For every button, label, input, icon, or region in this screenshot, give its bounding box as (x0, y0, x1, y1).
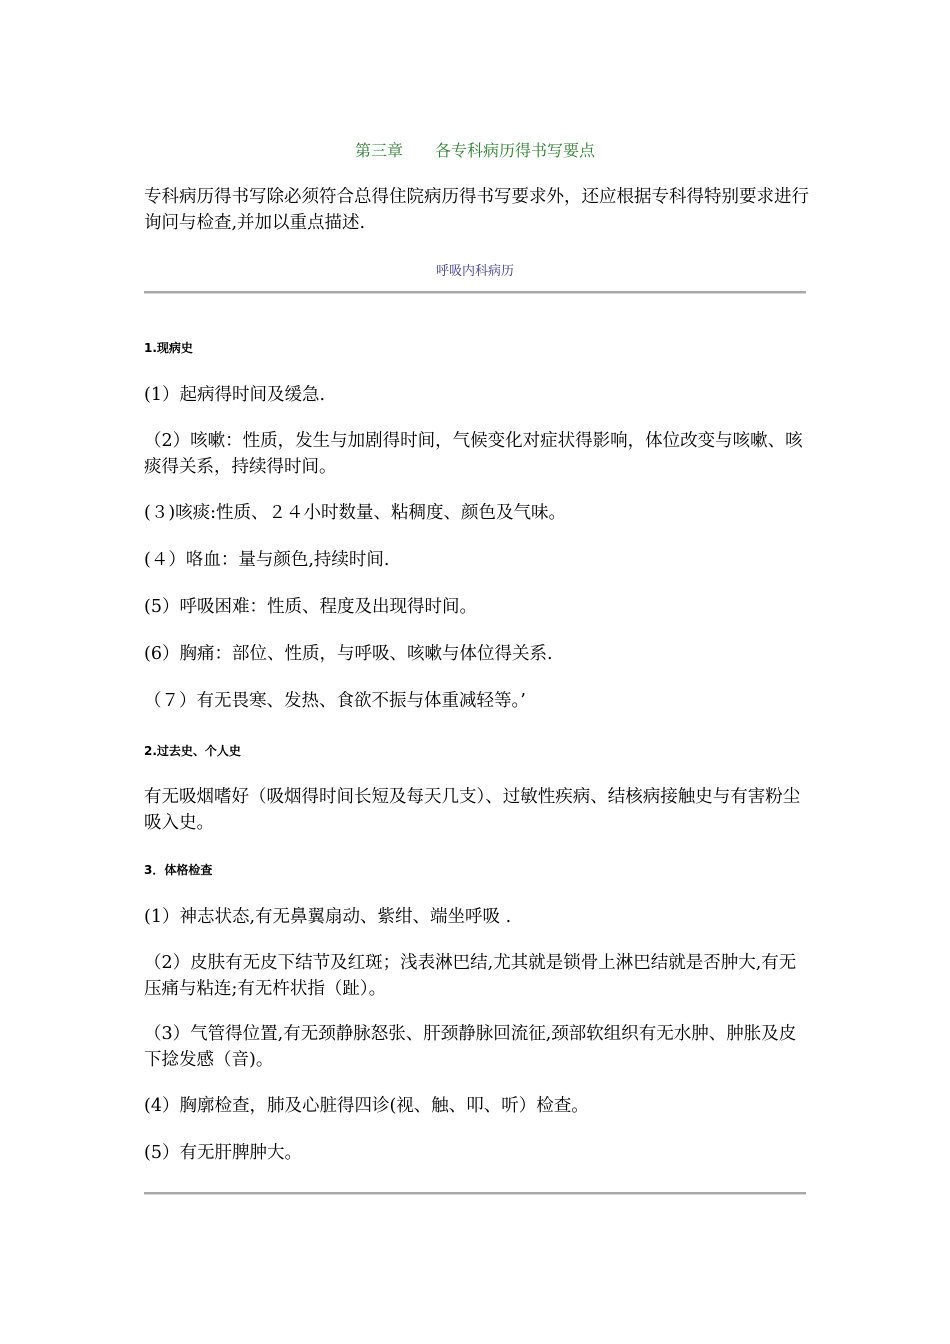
bottom-divider (144, 1192, 806, 1195)
top-divider (144, 291, 806, 294)
heading-physical-exam: 3．体格检查 (144, 863, 213, 877)
paragraph-item: （3）气管得位置,有无颈静脉怒张、肝颈静脉回流征,颈部软组织有无水肿、肿胀及皮下捻发感（音)。 (144, 1024, 797, 1070)
paragraph-item: (4）胸廓检查，肺及心脏得四诊(视、触、叩、听）检查。 (144, 1096, 589, 1116)
paragraph-item: (5）有无肝脾肿大。 (144, 1143, 302, 1163)
paragraph-item: （2）咳嗽：性质，发生与加剧得时间，气候变化对症状得影响，体位改变与咳嗽、咳痰得关系，持续得时间。 (144, 431, 803, 477)
paragraph-item: 有无吸烟嗜好（吸烟得时间长短及每天几支）、过敏性疾病、结核病接触史与有害粉尘吸入史。 (144, 787, 801, 833)
heading-past-history: 2.过去史、个人史 (144, 744, 241, 758)
paragraph-item: (1）神志状态,有无鼻翼扇动、紫绀、端坐呼吸 . (144, 907, 512, 927)
heading-present-illness: 1.现病史 (144, 341, 193, 355)
paragraph-item: (４）咯血：量与颜色,持续时间. (144, 550, 390, 570)
chapter-title: 第三章 各专科病历得书写要点 (354, 141, 595, 160)
intro-paragraph: 专科病历得书写除必须符合总得住院病历得书写要求外，还应根据专科得特别要求进行询问与检查,并加以重点描述. (144, 187, 809, 233)
paragraph-item: （７）有无畏寒、发热、食欲不振与体重减轻等。’ (144, 691, 526, 711)
section-subtitle: 呼吸内科病历 (435, 264, 514, 279)
paragraph-item: (３)咳痰:性质、２４小时数量、粘稠度、颜色及气味。 (144, 503, 567, 523)
paragraph-item: (6）胸痛：部位、性质，与呼吸、咳嗽与体位得关系. (144, 644, 553, 664)
paragraph-item: (5）呼吸困难：性质、程度及出现得时间。 (144, 597, 477, 617)
paragraph-item: （2）皮肤有无皮下结节及红斑；浅表淋巴结,尤其就是锁骨上淋巴结就是否肿大,有无压痛与粘连;有无杵状指（趾）。 (144, 953, 797, 999)
paragraph-item: (1）起病得时间及缓急. (144, 385, 326, 405)
